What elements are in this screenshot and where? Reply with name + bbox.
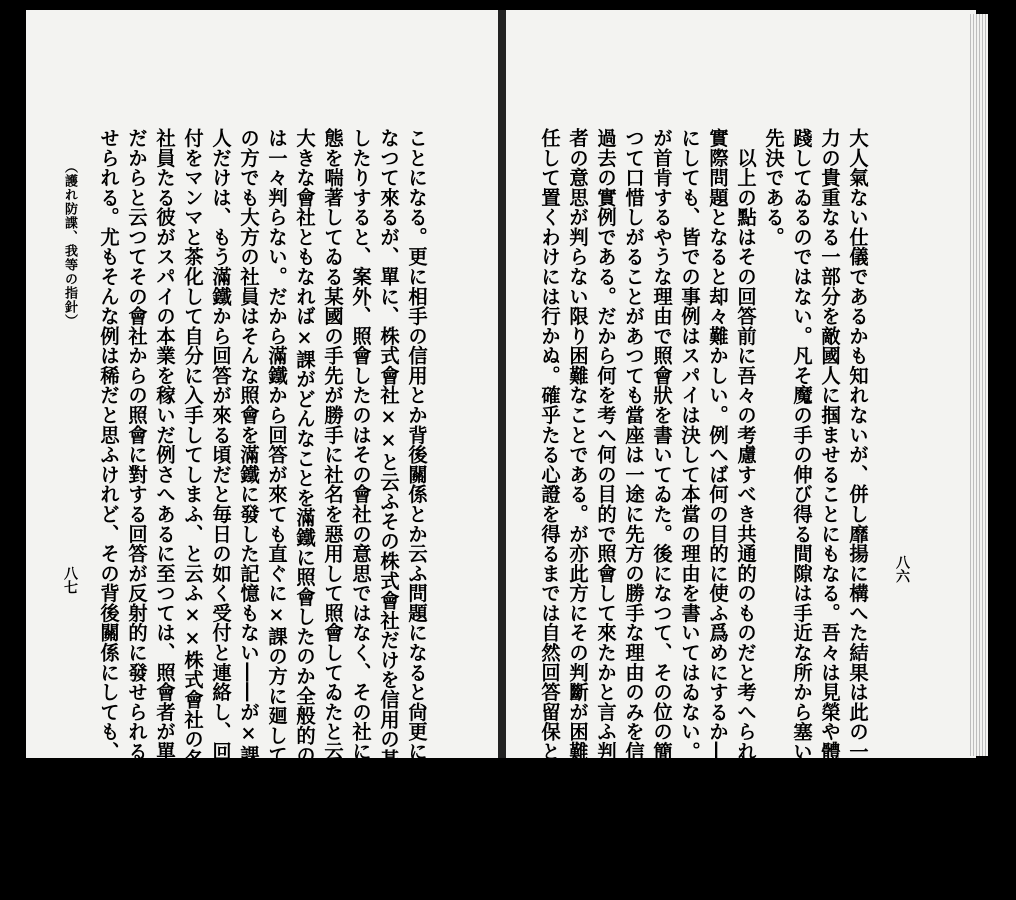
text-line: 付をマンマと茶化して自分に入手してしまふ、と云ふ××株式會社の名を用ひてその — [181, 128, 204, 888]
book-spine — [498, 10, 506, 758]
right-page-body — [535, 128, 871, 900]
text-line: せられる。尤もそんな例は稀だと思ふけれど、その背後關係にしても、照會事項の如 — [97, 128, 120, 881]
text-line: 實際問題となると却々難かしい。例へば何の目的に使ふ爲めにするか――と謂ふ判斷 — [706, 128, 729, 881]
text-line: 人だけは、もう滿鐵から回答が來る頃だと毎日の如く受付と連絡し、回答が來たら受 — [209, 128, 232, 881]
text-line: 任して置くわけには行かぬ。確乎たる心證を得るまでは自然回答留保となす外はない — [538, 128, 561, 881]
text-line: 者の意思が判らない限り困難なことである。が亦此方にその判斷が困難だと云つて、放 — [566, 128, 589, 900]
text-line: 力の貴重なる一部分を敵國人に掴ませることにもなる。吾々は見榮や體裁で國策を實 — [818, 128, 841, 881]
right-page-number: 八六 — [894, 555, 910, 583]
text-line: 社員たる彼がスパイの本業を稼いだ例さへあるに至つては、照會者が單に著名な會社 — [153, 128, 176, 881]
text-line: 態を喘著してゐる某國の手先が勝手に社名を惡用して照會してゐたと云ふ所もある。 — [321, 128, 344, 881]
page-edges — [968, 14, 988, 756]
text-line: 先決である。 — [762, 128, 785, 247]
text-line: したりすると、案外、照會したのはその會社の意思ではなく、その社に籍を置き世間 — [349, 128, 372, 881]
text-line: にしても、皆での事例はスパイは決して本當の理由を書いてはゐない。如何にも此方 — [678, 128, 701, 881]
text-line: なつて來るが、單に、株式會社××と云ふその株式會社だけを信用の基礎として回答 — [377, 128, 400, 888]
running-head: （護れ防諜、我等の指針） — [62, 160, 77, 328]
text-line: 大人氣ない仕儀であるかも知れないが、併し靡揚に構へた結果は此の一穴から日本總 — [846, 128, 869, 881]
text-line: 過去の實例である。だから何を考へ何の目的で照會して來たかと言ふ判斷は所詮照會 — [594, 128, 617, 881]
text-line: 以上の點はその回答前に吾々の考慮すべき共通的のものだと考へられるが、それが — [734, 128, 757, 881]
text-line: つて口惜しがることがあつても當座は一途に先方の勝手な理由のみを信じてゐたのが — [622, 128, 645, 881]
left-page-number: 八七 — [62, 566, 78, 594]
left-page-body — [94, 128, 430, 888]
text-line: の方でも大方の社員はそんな照會を滿鐵に發した記憶もない――が×課の中に居る一 — [237, 128, 260, 884]
text-line: 大きな會社ともなれば×課がどんなことを滿鐵に照會したのか全般的の事務屋さんに — [293, 128, 316, 884]
text-line: が首肯するやうな理由で照會狀を書いてゐた。後になつて、その位の簡單な手に掛 — [650, 128, 673, 861]
text-line: 踐してゐるのではない。凡そ魔の手の伸び得る間隙は手近な所から塞いで行くことが — [790, 128, 813, 881]
text-line: ことになる。更に相手の信用とか背後關係とか云ふ問題になると尙更に困難な問題と — [405, 128, 428, 881]
text-line: は一々判らない。だから滿鐵から回答が來ても直ぐに×課の方に廻してしまふ。×課 — [265, 128, 288, 888]
text-line: だからと云つてその會社からの照會に對する回答が反射的に發せられることは考へさ — [125, 128, 148, 881]
